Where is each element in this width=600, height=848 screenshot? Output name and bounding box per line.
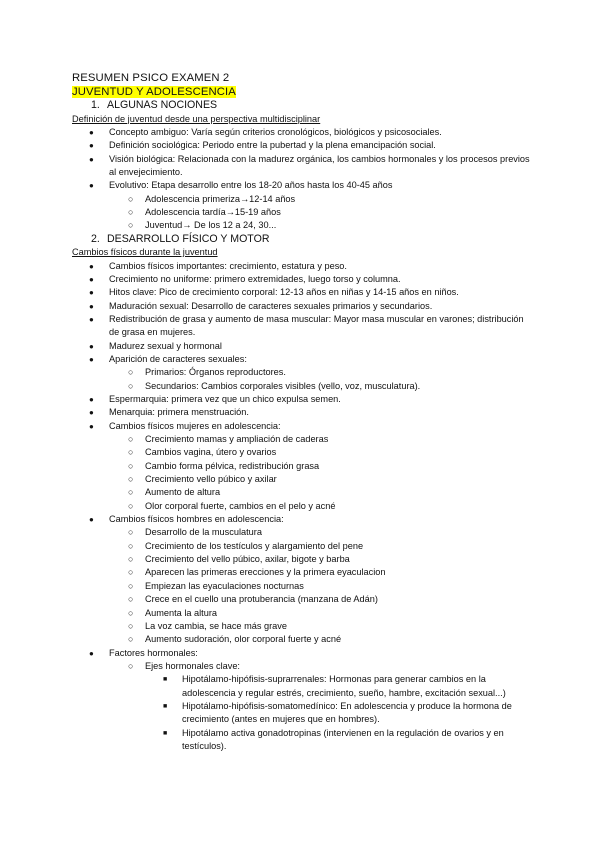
- list-item-text: Visión biológica: Relacionada con la madurez orgánica, los cambios hormonales y los procesos previos al envejecimiento.: [109, 153, 530, 178]
- document-page: [72, 72, 532, 753]
- subheading-cambios: Cambios físicos durante la juventud: [72, 247, 218, 258]
- bullet-circle-icon: ○: [128, 554, 134, 565]
- list-item-text: Cambios físicos hombres en adolescencia:: [109, 514, 284, 525]
- sub-list-item: [72, 526, 532, 539]
- sub-list-item: [72, 219, 532, 232]
- bullet-circle-icon: ○: [128, 367, 134, 378]
- list-item-text: Aparición de caracteres sexuales:: [109, 353, 247, 364]
- sub-list-item: [72, 593, 532, 606]
- sub-list-item: [72, 473, 532, 486]
- list-item-text: Madurez sexual y hormonal: [109, 340, 222, 351]
- list-item: [72, 139, 532, 152]
- section-heading-2: [91, 233, 532, 246]
- bullet-dot-icon: ●: [89, 395, 94, 404]
- list-item-text: Crecimiento del vello púbico, axilar, bigote y barba: [145, 554, 350, 565]
- bullet-circle-icon: ○: [128, 607, 134, 618]
- list-item-text: Hipotálamo-hipófisis-somatomedínico: En adolescencia y produce la hormona de crecimiento (antes en mujeres que en hombres).: [182, 700, 512, 725]
- list-item: [72, 179, 532, 192]
- list-item-text: Hipotálamo-hipófisis-suprarrenales: Hormonas para generar cambios en la adolescencia y regular estrés, crecimiento, sueño, hambre, excitación sexual...): [182, 674, 506, 698]
- list-item-text: Crecimiento no uniforme: primero extremidades, luego torso y columna.: [109, 273, 401, 284]
- list-item-text: Evolutivo: Etapa desarrollo entre los 18-20 años hasta los 40-45 años: [109, 180, 393, 191]
- list-item-text: Desarrollo de la musculatura: [145, 527, 262, 538]
- bullet-square-icon: ■: [163, 676, 168, 684]
- list-item: [72, 153, 532, 180]
- sub-sub-list-item: [72, 673, 532, 700]
- sub-list-item: [72, 500, 532, 513]
- sub-list-item: [72, 193, 532, 206]
- list-item: [72, 300, 532, 313]
- bullet-dot-icon: ●: [89, 408, 94, 418]
- list-item-text: Secundarios: Cambios corporales visibles (vello, voz, musculatura).: [145, 380, 421, 391]
- list-item-text: Crecimiento de los testículos y alargamiento del pene: [145, 540, 364, 551]
- list-item-text: Cambios físicos mujeres en adolescencia:: [109, 420, 281, 431]
- list-item-text: Redistribución de grasa y aumento de masa muscular: Mayor masa muscular en varones; distribución de grasa en mujeres.: [109, 313, 524, 338]
- nociones-list: [72, 126, 532, 233]
- list-item-text: Concepto ambiguo: Varía según criterios cronológicos, biológicos y psicosociales.: [109, 127, 442, 137]
- bullet-circle-icon: ○: [128, 567, 134, 578]
- bullet-circle-icon: ○: [128, 207, 134, 218]
- bullet-dot-icon: ●: [89, 288, 94, 298]
- bullet-dot-icon: ●: [89, 181, 94, 191]
- list-item-text: Empiezan las eyaculaciones nocturnas: [145, 580, 304, 591]
- bullet-circle-icon: ○: [128, 540, 134, 551]
- sub-list-item: [72, 620, 532, 633]
- list-item: [72, 126, 532, 139]
- section-label: DESARROLLO FÍSICO Y MOTOR: [107, 232, 270, 245]
- sub-list-item: [72, 553, 532, 566]
- sub-list-item: [72, 633, 532, 646]
- subheading-definicion: Definición de juventud desde una perspectiva multidisciplinar: [72, 113, 321, 124]
- list-item-text: Definición sociológica: Periodo entre la pubertad y la plena emancipación social.: [109, 140, 436, 151]
- bullet-dot-icon: ●: [89, 341, 94, 351]
- sub-list-item: [72, 380, 532, 393]
- list-item-text: Hitos clave: Pico de crecimiento corporal: 12-13 años en niñas y 14-15 años en niños.: [109, 287, 459, 298]
- bullet-dot-icon: ●: [89, 421, 94, 431]
- sub-sub-list-item: [72, 700, 532, 727]
- section-heading-1: [91, 99, 532, 112]
- sub-list-item: [72, 206, 532, 219]
- sub-list-item: [72, 540, 532, 553]
- list-item-text: Crecimiento mamas y ampliación de caderas: [145, 434, 329, 445]
- list-item-text: Aparecen las primeras erecciones y la primera eyaculacion: [145, 567, 386, 578]
- sub-list-item: [72, 460, 532, 473]
- list-item-text: Maduración sexual: Desarrollo de caracteres sexuales primarios y secundarios.: [109, 300, 433, 311]
- sub-list-item: [72, 580, 532, 593]
- list-item-text: Olor corporal fuerte, cambios en el pelo y acné: [145, 500, 336, 511]
- list-item-text: Ejes hormonales clave:: [145, 660, 240, 671]
- list-item-text: Crece en el cuello una protuberancia (manzana de Adán): [145, 594, 378, 605]
- list-item: [72, 420, 532, 433]
- list-item-text: Aumenta la altura: [145, 607, 218, 618]
- list-item: [72, 513, 532, 526]
- list-item-text: Primarios: Órganos reproductores.: [145, 367, 286, 378]
- bullet-circle-icon: ○: [128, 487, 134, 498]
- bullet-dot-icon: ●: [89, 515, 94, 525]
- list-item-text: Adolescencia primeriza→12-14 años: [145, 193, 296, 204]
- list-item-text: Cambios físicos importantes: crecimiento, estatura y peso.: [109, 260, 347, 271]
- bullet-dot-icon: ●: [89, 314, 94, 324]
- list-item: [72, 340, 532, 353]
- list-item: [72, 260, 532, 273]
- section-number: 1.: [91, 99, 100, 112]
- list-item-text: Hipotálamo activa gonadotropinas (intervienen en la regulación de ovarios y en testículos).: [182, 727, 504, 751]
- sub-sub-list-item: [72, 727, 532, 754]
- bullet-dot-icon: ●: [89, 648, 94, 658]
- sub-list-item: [72, 566, 532, 579]
- bullet-square-icon: ■: [163, 729, 168, 737]
- list-item-text: Aumento sudoración, olor corporal fuerte y acné: [145, 634, 342, 645]
- sub-list-item: [72, 433, 532, 446]
- sub-list-item: [72, 660, 532, 673]
- list-item-text: Juventud→ De los 12 a 24, 30...: [145, 220, 277, 231]
- list-item-text: Cambios vagina, útero y ovarios: [145, 447, 277, 458]
- sub-list-item: [72, 446, 532, 459]
- bullet-dot-icon: ●: [89, 261, 94, 271]
- bullet-circle-icon: ○: [128, 193, 134, 204]
- bullet-circle-icon: ○: [128, 380, 134, 391]
- bullet-circle-icon: ○: [128, 447, 134, 458]
- document-title: RESUMEN PSICO EXAMEN 2: [72, 72, 230, 84]
- bullet-dot-icon: ●: [89, 354, 94, 364]
- list-item: [72, 313, 532, 340]
- sub-list-item: [72, 607, 532, 620]
- list-item: [72, 647, 532, 660]
- highlighted-subtitle: JUVENTUD Y ADOLESCENCIA: [72, 85, 236, 98]
- bullet-circle-icon: ○: [128, 500, 134, 511]
- bullet-circle-icon: ○: [128, 580, 134, 591]
- list-item: [72, 286, 532, 299]
- section-label: ALGUNAS NOCIONES: [107, 99, 218, 112]
- section-number: 2.: [91, 232, 100, 245]
- bullet-circle-icon: ○: [128, 594, 134, 605]
- bullet-dot-icon: ●: [89, 301, 94, 311]
- list-item: [72, 353, 532, 366]
- list-item: [72, 406, 532, 419]
- bullet-circle-icon: ○: [128, 434, 134, 445]
- bullet-circle-icon: ○: [128, 634, 134, 645]
- list-item-text: Crecimiento vello púbico y axilar: [145, 474, 277, 485]
- sub-list-item: [72, 486, 532, 499]
- list-item-text: Menarquia: primera menstruación.: [109, 407, 249, 418]
- bullet-dot-icon: ●: [89, 274, 94, 284]
- cambios-list: [72, 260, 532, 754]
- bullet-dot-icon: ●: [89, 154, 94, 164]
- bullet-dot-icon: ●: [89, 128, 94, 137]
- list-item-text: Espermarquia: primera vez que un chico expulsa semen.: [109, 394, 341, 404]
- bullet-circle-icon: ○: [128, 620, 134, 631]
- list-item: [72, 273, 532, 286]
- bullet-circle-icon: ○: [128, 460, 134, 471]
- bullet-dot-icon: ●: [89, 141, 94, 151]
- bullet-circle-icon: ○: [128, 527, 134, 538]
- document-subtitle-line: [72, 86, 532, 100]
- bullet-circle-icon: ○: [128, 660, 134, 671]
- list-item-text: Factores hormonales:: [109, 647, 198, 658]
- list-item-text: Cambio forma pélvica, redistribución grasa: [145, 460, 320, 471]
- list-item-text: Adolescencia tardía→15-19 años: [145, 207, 281, 218]
- list-item: [72, 393, 532, 406]
- bullet-circle-icon: ○: [128, 220, 134, 231]
- list-item-text: La voz cambia, se hace más grave: [145, 620, 287, 631]
- sub-list-item: [72, 366, 532, 379]
- list-item-text: Aumento de altura: [145, 487, 221, 498]
- bullet-square-icon: ■: [163, 702, 168, 710]
- bullet-circle-icon: ○: [128, 474, 134, 485]
